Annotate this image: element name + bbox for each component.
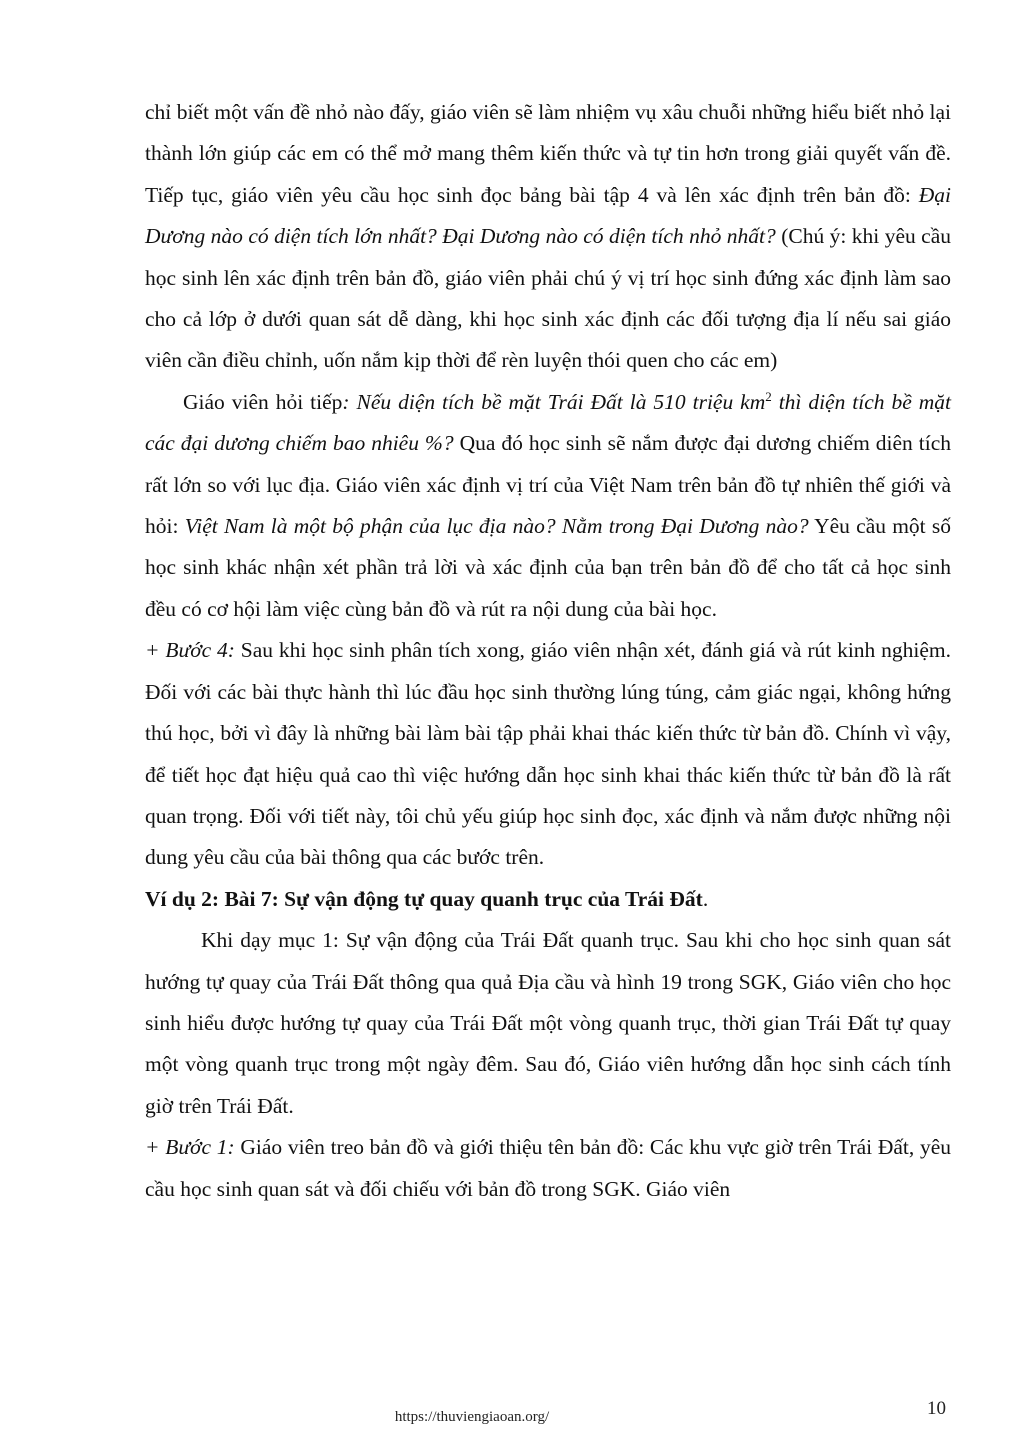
paragraph-4 (145, 920, 951, 1127)
italic-question: Đại Dương nào có diện tích lớn nhất? Đại Dương nào có diện tích nhỏ nhất? (145, 182, 951, 249)
step-label: + Bước 4: (145, 638, 235, 663)
footer-url: https://thuviengiaoan.org/ (394, 1409, 550, 1425)
paragraph-1 (145, 92, 951, 382)
paragraph-5 (145, 1127, 951, 1210)
heading-period: . (702, 886, 709, 911)
step-label: + Bước 1: (145, 1135, 235, 1160)
italic-question: thì diện tích bề mặt các đại dương chiếm bao nhiêu %? (145, 389, 951, 456)
paragraph-text: Yêu cầu một số học sinh khác nhận xét phần trả lời và xác định của bạn trên bản đồ để cho tất cả học sinh đều có cơ hội làm việc cùng bản đồ và rút ra nội dung của bài học. (145, 514, 952, 621)
italic-question: Việt Nam là một bộ phận của lục địa nào? Nằm trong Đại Dương nào? (184, 514, 809, 539)
paragraph-2 (145, 382, 951, 630)
section-heading (145, 879, 951, 920)
paragraph-text: Qua đó học sinh sẽ nắm được đại dương chiếm diên tích rất lớn so với lục địa. Giáo viên xác định vị trí của Việt Nam trên bản đồ tự nhiên thế giới và hỏi: (145, 431, 951, 539)
italic-question: : Nếu diện tích bề mặt Trái Đất là 510 triệu km (342, 389, 766, 414)
paragraph-text: Sau khi học sinh phân tích xong, giáo viên nhận xét, đánh giá và rút kinh nghiệm. Đối với các bài thực hành thì lúc đầu học sinh thường lúng túng, cảm giác ngại, không hứng thú học, bởi vì đây là những bài làm bài tập phải khai thác kiến thức từ bản đồ. Chính vì vậy, để tiết học đạt hiệu quả cao thì việc hướng dẫn học sinh khai thác kiến thức từ bản đồ là rất quan trọng. Đối với tiết này, tôi chủ yếu giúp học sinh đọc, xác định và nắm được những nội dung yêu cầu của bài thông qua các bước trên. (145, 638, 951, 870)
paragraph-text: Giáo viên treo bản đồ và giới thiệu tên bản đồ: Các khu vực giờ trên Trái Đất, yêu cầu học sinh quan sát và đối chiếu với bản đồ trong SGK. Giáo viên (145, 1135, 951, 1201)
page-number: 10 (927, 1398, 946, 1419)
superscript: 2 (765, 388, 772, 404)
document-body (145, 92, 951, 1210)
heading-text: Ví dụ 2: Bài 7: Sự vận động tự quay quanh trục của Trái Đất (145, 886, 703, 911)
paragraph-text: Khi dạy mục 1: Sự vận động của Trái Đất quanh trục. Sau khi cho học sinh quan sát hướng tự quay của Trái Đất thông qua quả Địa cầu và hình 19 trong SGK, Giáo viên cho học sinh hiểu được hướng tự quay của Trái Đất một vòng quanh trục, thời gian Trái Đất tự quay một vòng quanh trục trong một ngày đêm. Sau đó, Giáo viên hướng dẫn học sinh cách tính giờ trên Trái Đất. (145, 928, 951, 1118)
paragraph-text: Giáo viên hỏi tiếp (183, 389, 343, 414)
paragraph-text: chỉ biết một vấn đề nhỏ nào đấy, giáo viên sẽ làm nhiệm vụ xâu chuỗi những hiểu biết nhỏ lại thành lớn giúp các em có thể mở mang thêm kiến thức và tự tin hơn trong giải quyết vấn đề. Tiếp tục, giáo viên yêu cầu học sinh đọc bảng bài tập 4 và lên xác định trên bản đồ: (145, 100, 951, 207)
paragraph-3 (145, 630, 951, 878)
paragraph-text: (Chú ý: khi yêu cầu học sinh lên xác định trên bản đồ, giáo viên phải chú ý vị trí học sinh đứng xác định làm sao cho cả lớp ở dưới quan sát dễ dàng, khi học sinh xác định các đối tượng địa lí nếu sai giáo viên cần điều chỉnh, uốn nắm kịp thời để rèn luyện thói quen cho các em) (145, 224, 952, 373)
